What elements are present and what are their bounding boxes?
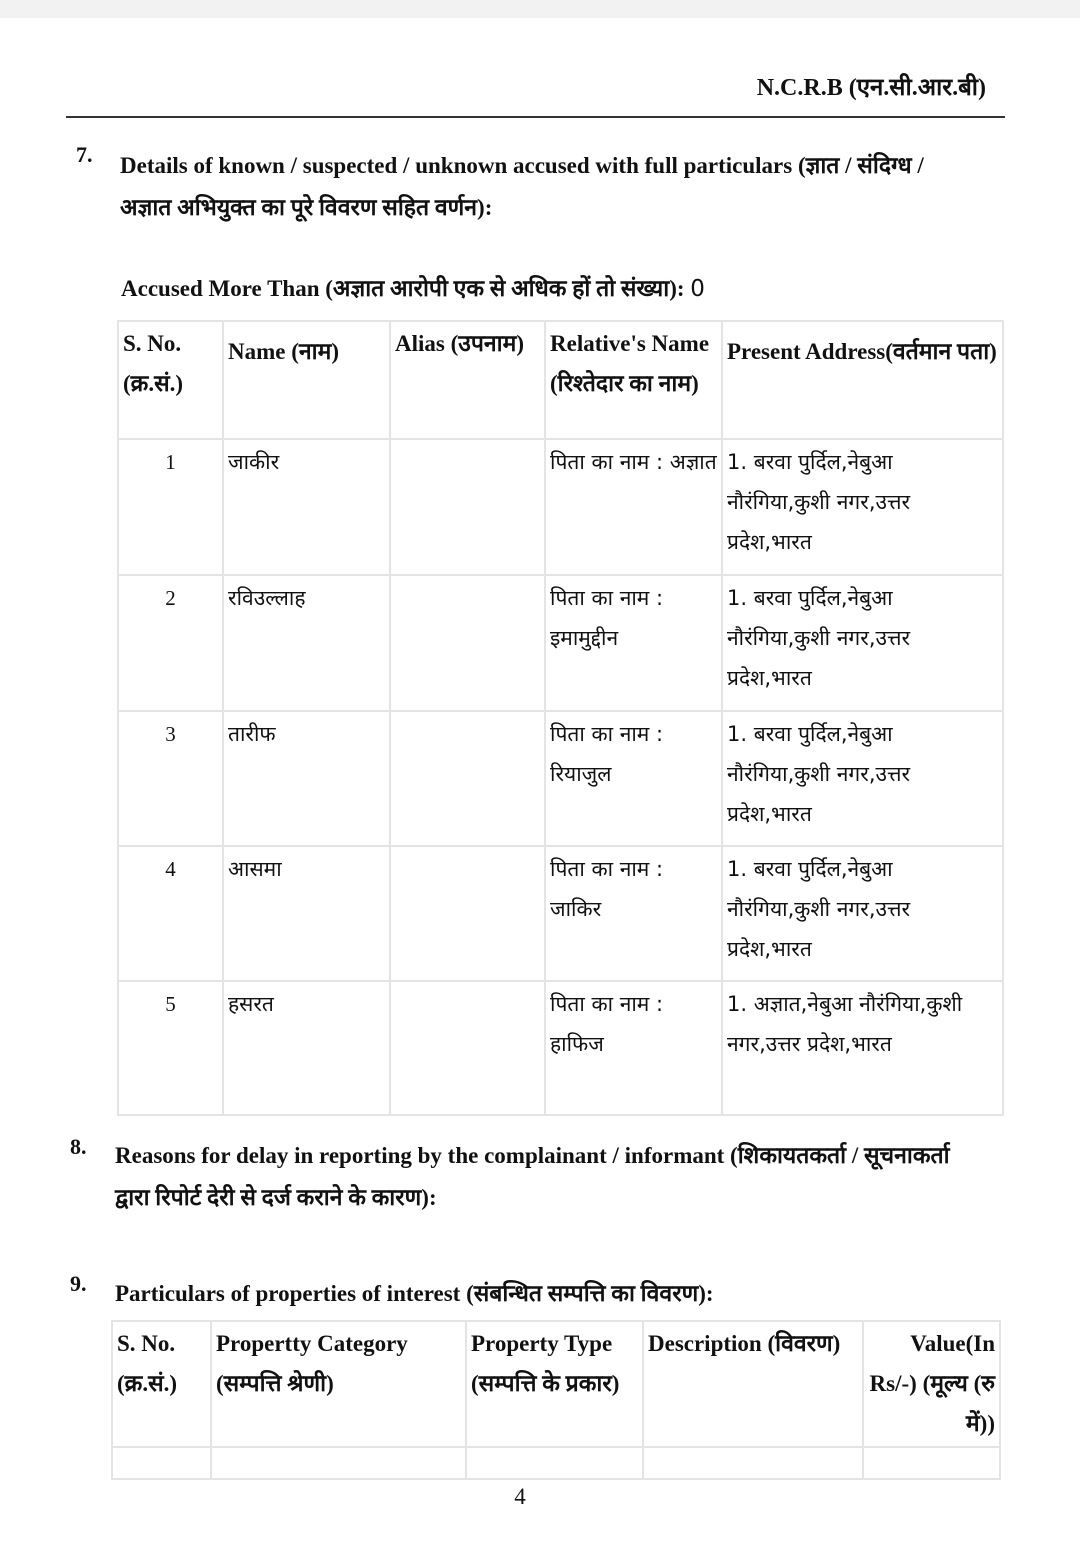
top-bar — [0, 0, 1080, 18]
cell-relative: पिता का नाम : रियाजुल — [545, 711, 722, 846]
cell-empty — [466, 1447, 643, 1479]
col-description: Description (विवरण) — [643, 1321, 863, 1447]
section-9-title: Particulars of properties of interest (संबन्धित सम्पत्ति का विवरण): — [115, 1281, 714, 1306]
page-number: 4 — [514, 1484, 526, 1509]
cell-alias — [390, 439, 545, 575]
section-7-number: 7. — [76, 142, 93, 167]
cell-sno: 2 — [118, 575, 223, 711]
cell-empty — [112, 1447, 211, 1479]
col-alias: Alias (उपनाम) — [390, 321, 545, 439]
cell-empty — [643, 1447, 863, 1479]
accused-table — [117, 320, 1004, 1116]
cell-alias — [390, 711, 545, 846]
table-row — [118, 575, 1003, 711]
col-relative: Relative's Name (रिश्तेदार का नाम) — [545, 321, 722, 439]
cell-address: 1. बरवा पुर्दिल,नेबुआ नौरंगिया,कुशी नगर,उत्तर प्रदेश,भारत — [722, 575, 1003, 711]
cell-alias — [390, 575, 545, 711]
cell-relative: पिता का नाम : जाकिर — [545, 846, 722, 981]
cell-address: 1. बरवा पुर्दिल,नेबुआ नौरंगिया,कुशी नगर,उत्तर प्रदेश,भारत — [722, 711, 1003, 846]
table-row — [118, 981, 1003, 1115]
table-row — [118, 711, 1003, 846]
cell-sno: 5 — [118, 981, 223, 1115]
accused-more-label: Accused More Than (अज्ञात आरोपी एक से अधिक हों तो संख्या): — [121, 276, 685, 301]
section-8-title: Reasons for delay in reporting by the complainant / informant (शिकायतकर्ता / सूचनाकर्ता द्वारा रिपोर्ट देरी से दर्ज कराने के कारण): — [115, 1143, 950, 1210]
col-category: Propertty Category (सम्पत्ति श्रेणी) — [211, 1321, 466, 1447]
cell-name: हसरत — [223, 981, 390, 1115]
cell-empty — [211, 1447, 466, 1479]
cell-name: जाकीर — [223, 439, 390, 575]
cell-name: रविउल्लाह — [223, 575, 390, 711]
cell-sno: 3 — [118, 711, 223, 846]
table-row — [112, 1447, 1000, 1479]
section-7-title: Details of known / suspected / unknown accused with full particulars (ज्ञात / संदिग्ध / अज्ञात अभियुक्त का पूरे विवरण सहित वर्णन): — [120, 153, 924, 220]
section-8-number: 8. — [70, 1134, 87, 1159]
table-row — [118, 439, 1003, 575]
col-type: Property Type (सम्पत्ति के प्रकार) — [466, 1321, 643, 1447]
page-header: N.C.R.B (एन.सी.आर.बी) — [756, 75, 986, 101]
col-sno: S. No. (क्र.सं.) — [112, 1321, 211, 1447]
cell-name: आसमा — [223, 846, 390, 981]
col-value: Value(In Rs/-) (मूल्य (रु में)) — [863, 1321, 1000, 1447]
table-row — [118, 846, 1003, 981]
col-address: Present Address(वर्तमान पता) — [722, 321, 1003, 439]
cell-relative: पिता का नाम : हाफिज — [545, 981, 722, 1115]
accused-more-than — [121, 268, 705, 310]
col-name: Name (नाम) — [223, 321, 390, 439]
header-divider — [66, 116, 1005, 118]
cell-alias — [390, 981, 545, 1115]
cell-relative: पिता का नाम : अज्ञात — [545, 439, 722, 575]
cell-empty — [863, 1447, 1000, 1479]
section-9-number: 9. — [70, 1271, 87, 1296]
cell-relative: पिता का नाम : इमामुद्दीन — [545, 575, 722, 711]
cell-sno: 4 — [118, 846, 223, 981]
table-header-row — [118, 321, 1003, 439]
cell-sno: 1 — [118, 439, 223, 575]
cell-address: 1. बरवा पुर्दिल,नेबुआ नौरंगिया,कुशी नगर,उत्तर प्रदेश,भारत — [722, 439, 1003, 575]
table-header-row — [112, 1321, 1000, 1447]
cell-address: 1. बरवा पुर्दिल,नेबुआ नौरंगिया,कुशी नगर,उत्तर प्रदेश,भारत — [722, 846, 1003, 981]
cell-alias — [390, 846, 545, 981]
cell-address: 1. अज्ञात,नेबुआ नौरंगिया,कुशी नगर,उत्तर प्रदेश,भारत — [722, 981, 1003, 1115]
cell-name: तारीफ — [223, 711, 390, 846]
properties-table — [111, 1320, 1001, 1480]
col-sno: S. No. (क्र.सं.) — [118, 321, 223, 439]
accused-more-value: 0 — [690, 276, 705, 302]
